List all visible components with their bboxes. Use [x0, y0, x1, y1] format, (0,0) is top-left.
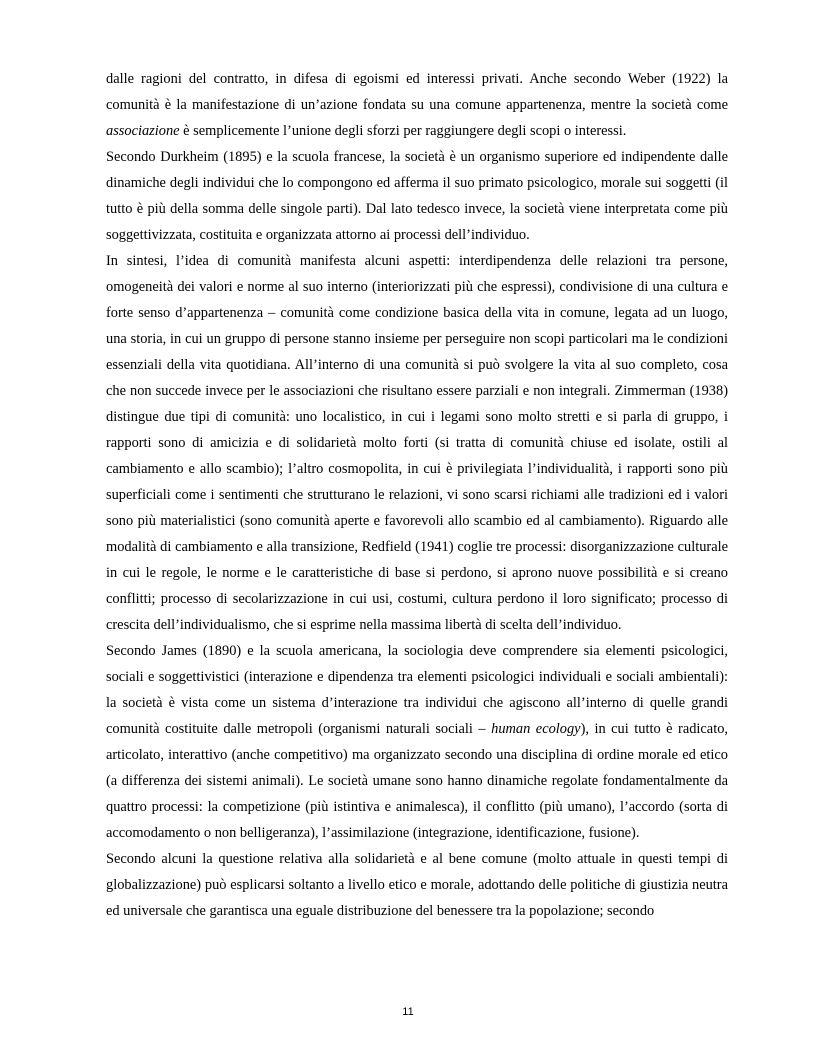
paragraph-text: Secondo alcuni la questione relativa alla solidarietà e al bene comune (molto attuale in questi tempi di globalizzazione) può esplicarsi soltanto a livello etico e morale, adottando delle politiche di giustizia neutra ed universale che garantisca una eguale distribuzione del benessere tra la popolazione; secondo — [106, 851, 728, 919]
body-text — [106, 66, 728, 924]
italic-term-associazione: associazione — [106, 123, 180, 139]
italic-term-human-ecology: human ecology — [491, 721, 581, 737]
paragraph-james — [106, 638, 728, 846]
paragraph-weber — [106, 66, 728, 144]
paragraph-text: è semplicemente l’unione degli sforzi per raggiungere degli scopi o interessi. — [179, 123, 627, 139]
paragraph-text: Secondo Durkheim (1895) e la scuola francese, la società è un organismo superiore ed indipendente dalle dinamiche degli individui che lo compongono ed afferma il suo primato psicologico, morale sui soggetti (il tutto è più della somma delle singole parti). Dal lato tedesco invece, la società viene interpretata come più soggettivizzata, costituita e organizzata attorno ai processi dell’individuo. — [106, 149, 728, 243]
paragraph-text: ), in cui tutto è radicato, articolato, interattivo (anche competitivo) ma organizzato secondo una disciplina di ordine morale ed etico (a differenza dei sistemi animali). Le società umane sono hanno dinamiche regolate fondamentalmente da quattro processi: la competizione (più istintiva e animalesca), il conflitto (più umano), l’accordo (sorta di accomodamento o non belligeranza), l’assimilazione (integrazione, identificazione, fusione). — [106, 721, 728, 841]
paragraph-text: In sintesi, l’idea di comunità manifesta alcuni aspetti: interdipendenza delle relazioni tra persone, omogeneità dei valori e norme al suo interno (interiorizzati più che espressi), condivisione di una cultura e forte senso d’appartenenza – comunità come condizione basica della vita in comune, legata ad un luogo, una storia, in cui un gruppo di persone stanno insieme per perseguire non scopi particolari ma le condizioni essenziali della vita quotidiana. All’interno di una comunità si può svolgere la vita al suo completo, cosa che non succede invece per le associazioni che risultano essere parziali e non integrali. Zimmerman (1938) distingue due tipi di comunità: uno localistico, in cui i legami sono molto stretti e si parla di gruppo, i rapporti sono di amicizia e di solidarietà molto forti (si tratta di comunità chiuse ed isolate, ostili al cambiamento e allo scambio); l’altro cosmopolita, in cui è privilegiata l’individualità, i rapporti sono più superficiali come i sentimenti che strutturano le relazioni, vi sono scarsi richiami alle tradizioni ed i valori sono più materialistici (sono comunità aperte e favorevoli allo scambio ed al cambiamento). Riguardo alle modalità di cambiamento e alla transizione, Redfield (1941) coglie tre processi: disorganizzazione culturale in cui le regole, le norme e le caratteristiche di base si perdono, si aprono nuove possibilità e si creano conflitti; processo di secolarizzazione in cui usi, costumi, cultura perdono il loro significato; processo di crescita dell’individualismo, che si esprime nella massima libertà di scelta dell’individuo. — [106, 253, 728, 633]
paragraph-text: dalle ragioni del contratto, in difesa di egoismi ed interessi privati. Anche secondo Weber (1922) la comunità è la manifestazione di un’azione fondata su una comune appartenenza, mentre la società come — [106, 71, 728, 113]
paragraph-solidarieta — [106, 846, 728, 924]
paragraph-text: Secondo James (1890) e la scuola americana, la sociologia deve comprendere sia elementi psicologici, sociali e soggettivistici (interazione e dipendenza tra elementi psicologici individuali e sociali ambientali): la società è vista come un sistema d’interazione tra individui che agiscono all’interno di quelle grandi comunità costituite dalle metropoli (organismi naturali sociali – — [106, 643, 728, 737]
page-number: 11 — [402, 1006, 414, 1018]
paragraph-sintesi — [106, 248, 728, 638]
paragraph-durkheim — [106, 144, 728, 248]
